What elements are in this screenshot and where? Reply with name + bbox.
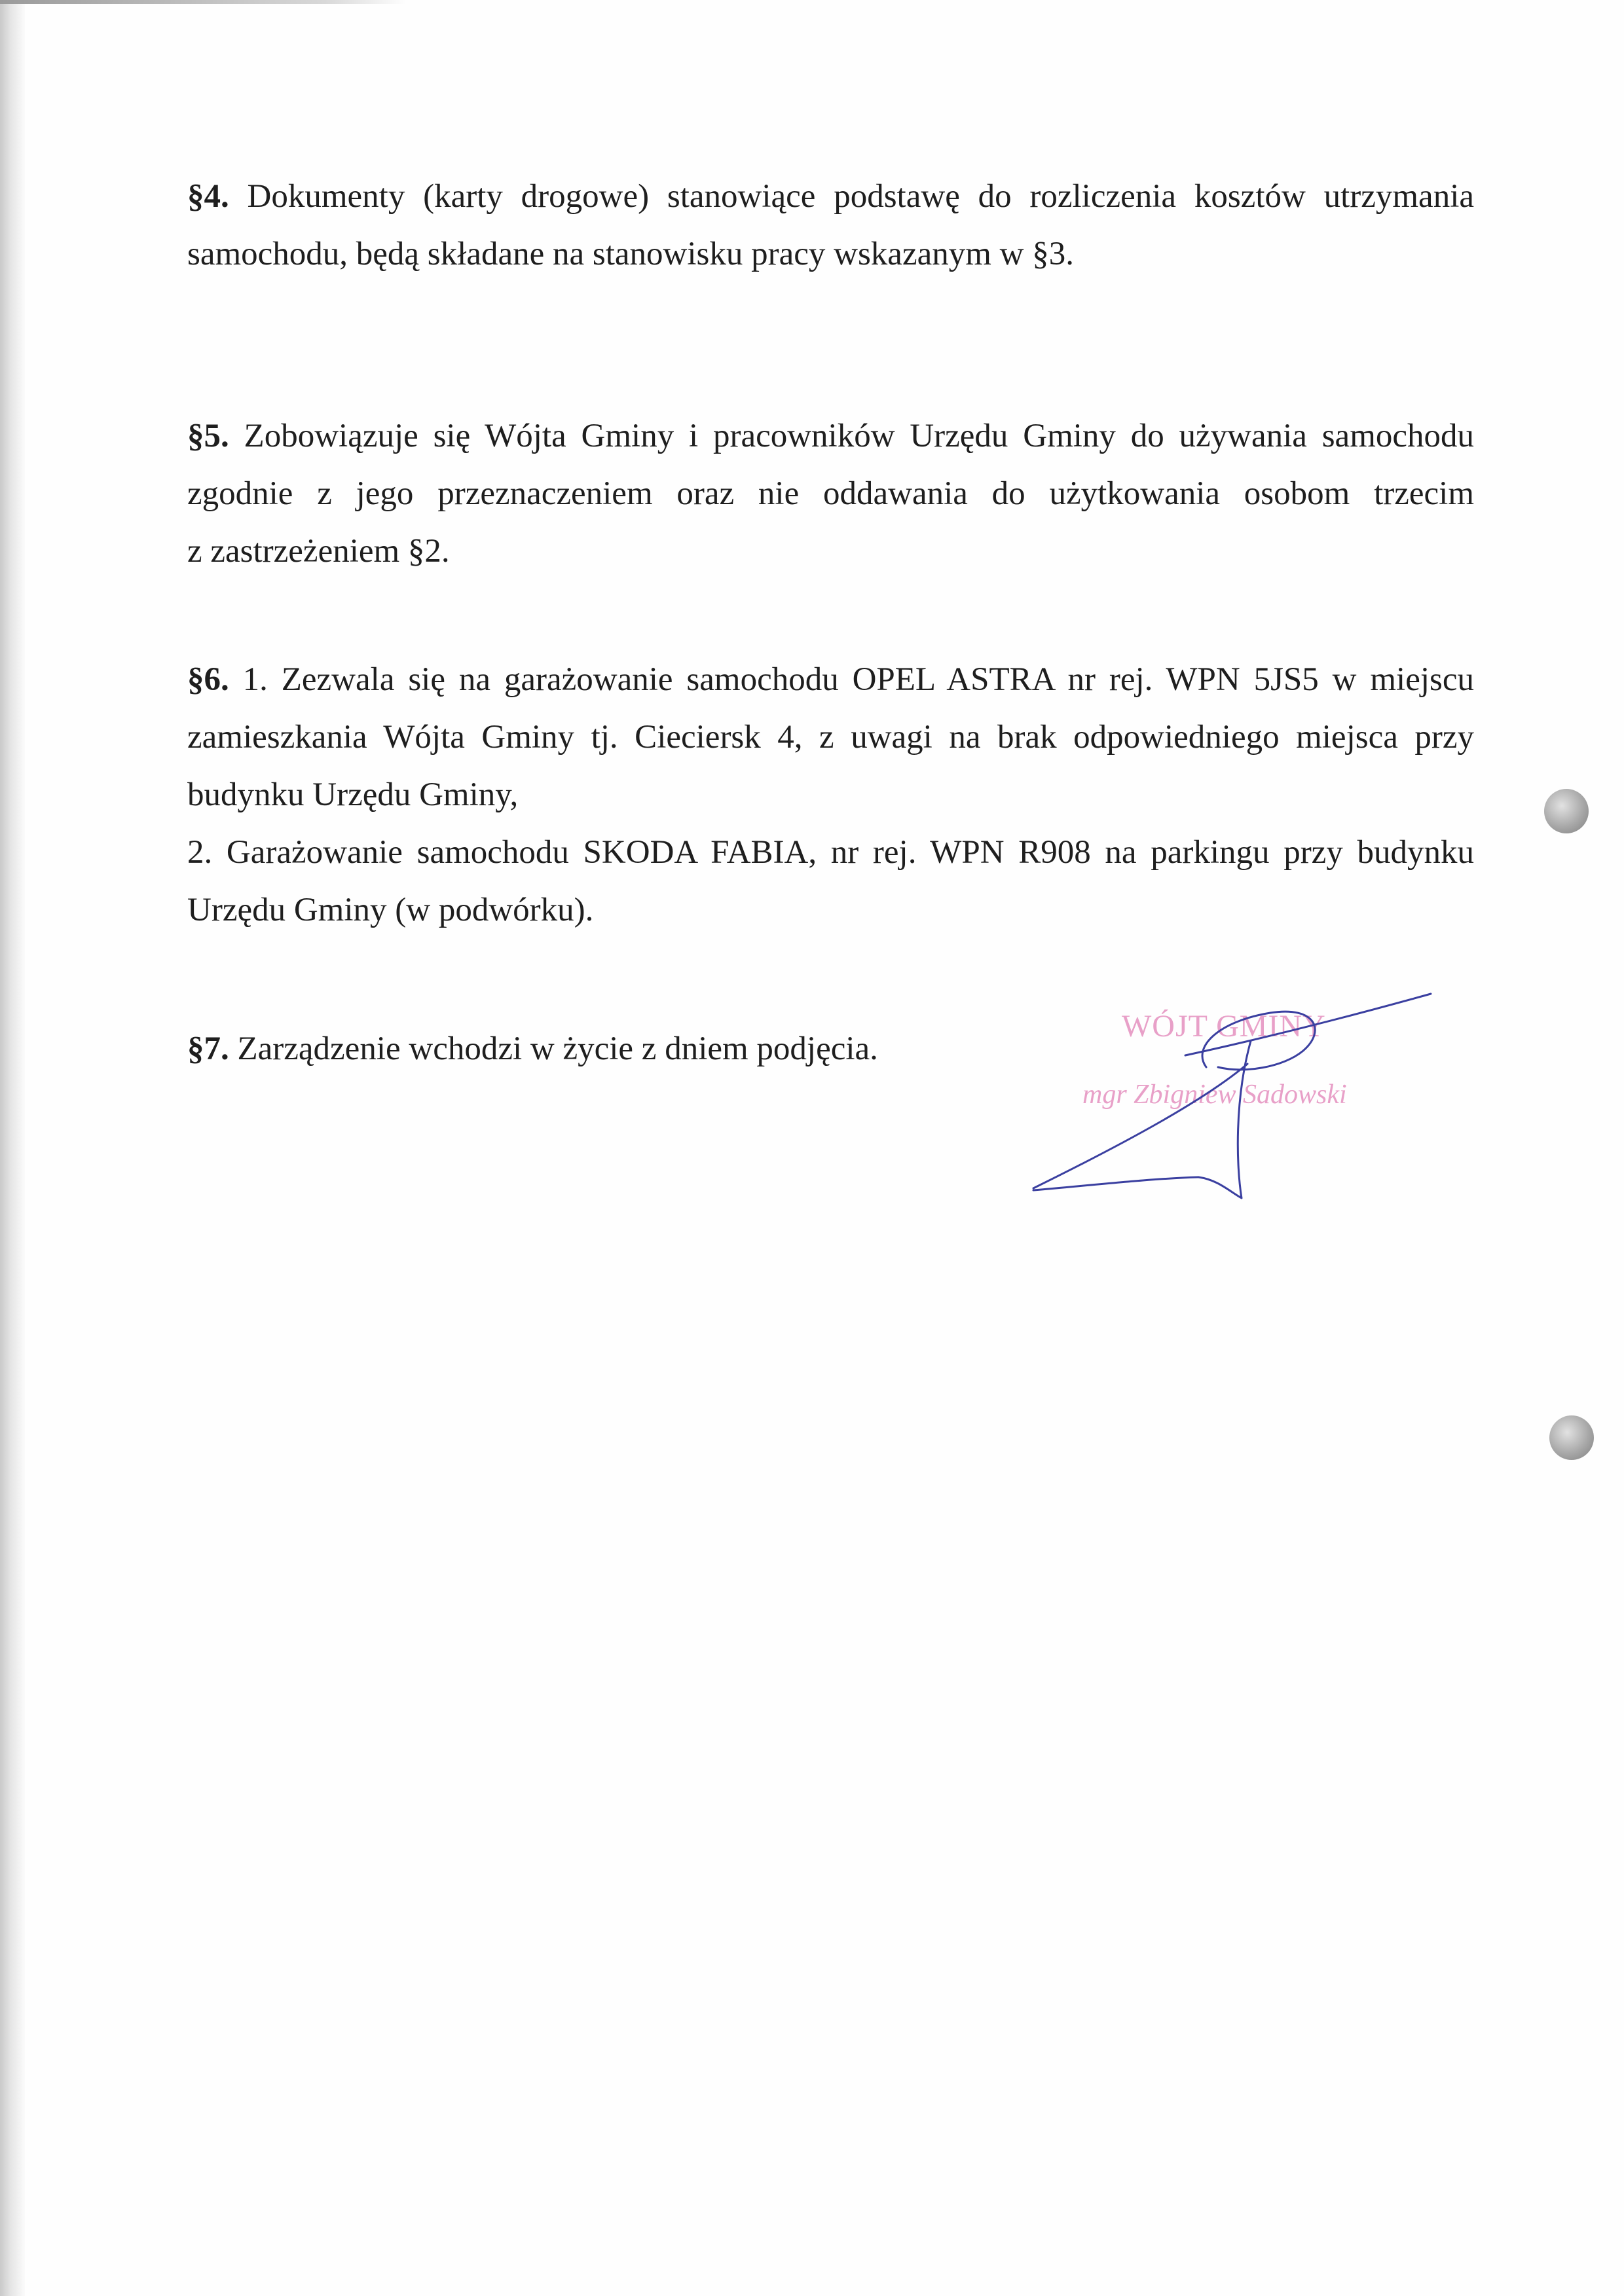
punch-hole — [1549, 1415, 1594, 1460]
section-5-line-1: §5. Zobowiązuje się Wójta Gminy i pracowników Urzędu Gminy do używania samochodu — [187, 418, 1474, 454]
section-7-label: §7. — [187, 1030, 229, 1067]
section-6-line-4: 2. Garażowanie samochodu SKODA FABIA, nr rej. WPN R908 na parkingu przy budynku — [187, 834, 1474, 871]
section-7-line-1: §7. Zarządzenie wchodzi w życie z dniem podjęcia. — [187, 1030, 878, 1067]
stamp-title: WÓJT GMINY — [1122, 1009, 1326, 1044]
stamp-name: mgr Zbigniew Sadowski — [1082, 1080, 1347, 1110]
section-5-line-2: zgodnie z jego przeznaczeniem oraz nie oddawania do użytkowania osobom trzecim — [187, 475, 1474, 512]
section-6-label: §6. — [187, 661, 229, 698]
section-6 — [187, 651, 1474, 939]
section-6-line-3: budynku Urzędu Gminy, — [187, 776, 519, 813]
punch-hole — [1544, 789, 1589, 833]
scan-top-shadow — [0, 0, 406, 4]
scan-edge-shadow — [0, 0, 25, 2296]
section-5-label: §5. — [187, 418, 229, 454]
section-4 — [187, 168, 1474, 283]
section-4-line-2: samochodu, będą składane na stanowisku pracy wskazanym w §3. — [187, 236, 1074, 272]
section-5-line-3: z zastrzeżeniem §2. — [187, 533, 450, 570]
handwritten-signature — [1022, 969, 1454, 1205]
section-6-line-1: §6. 1. Zezwala się na garażowanie samochodu OPEL ASTRA nr rej. WPN 5JS5 w miejscu — [187, 661, 1474, 698]
section-4-line-1: §4. Dokumenty (karty drogowe) stanowiące podstawę do rozliczenia kosztów utrzymania — [187, 178, 1474, 215]
section-7 — [187, 1020, 1039, 1078]
official-stamp — [1022, 969, 1454, 1205]
section-5 — [187, 407, 1474, 580]
section-6-line-2: zamieszkania Wójta Gminy tj. Cieciersk 4, z uwagi na brak odpowiedniego miejsca przy — [187, 719, 1474, 756]
section-4-label: §4. — [187, 178, 229, 215]
section-6-line-5: Urzędu Gminy (w podwórku). — [187, 892, 594, 928]
